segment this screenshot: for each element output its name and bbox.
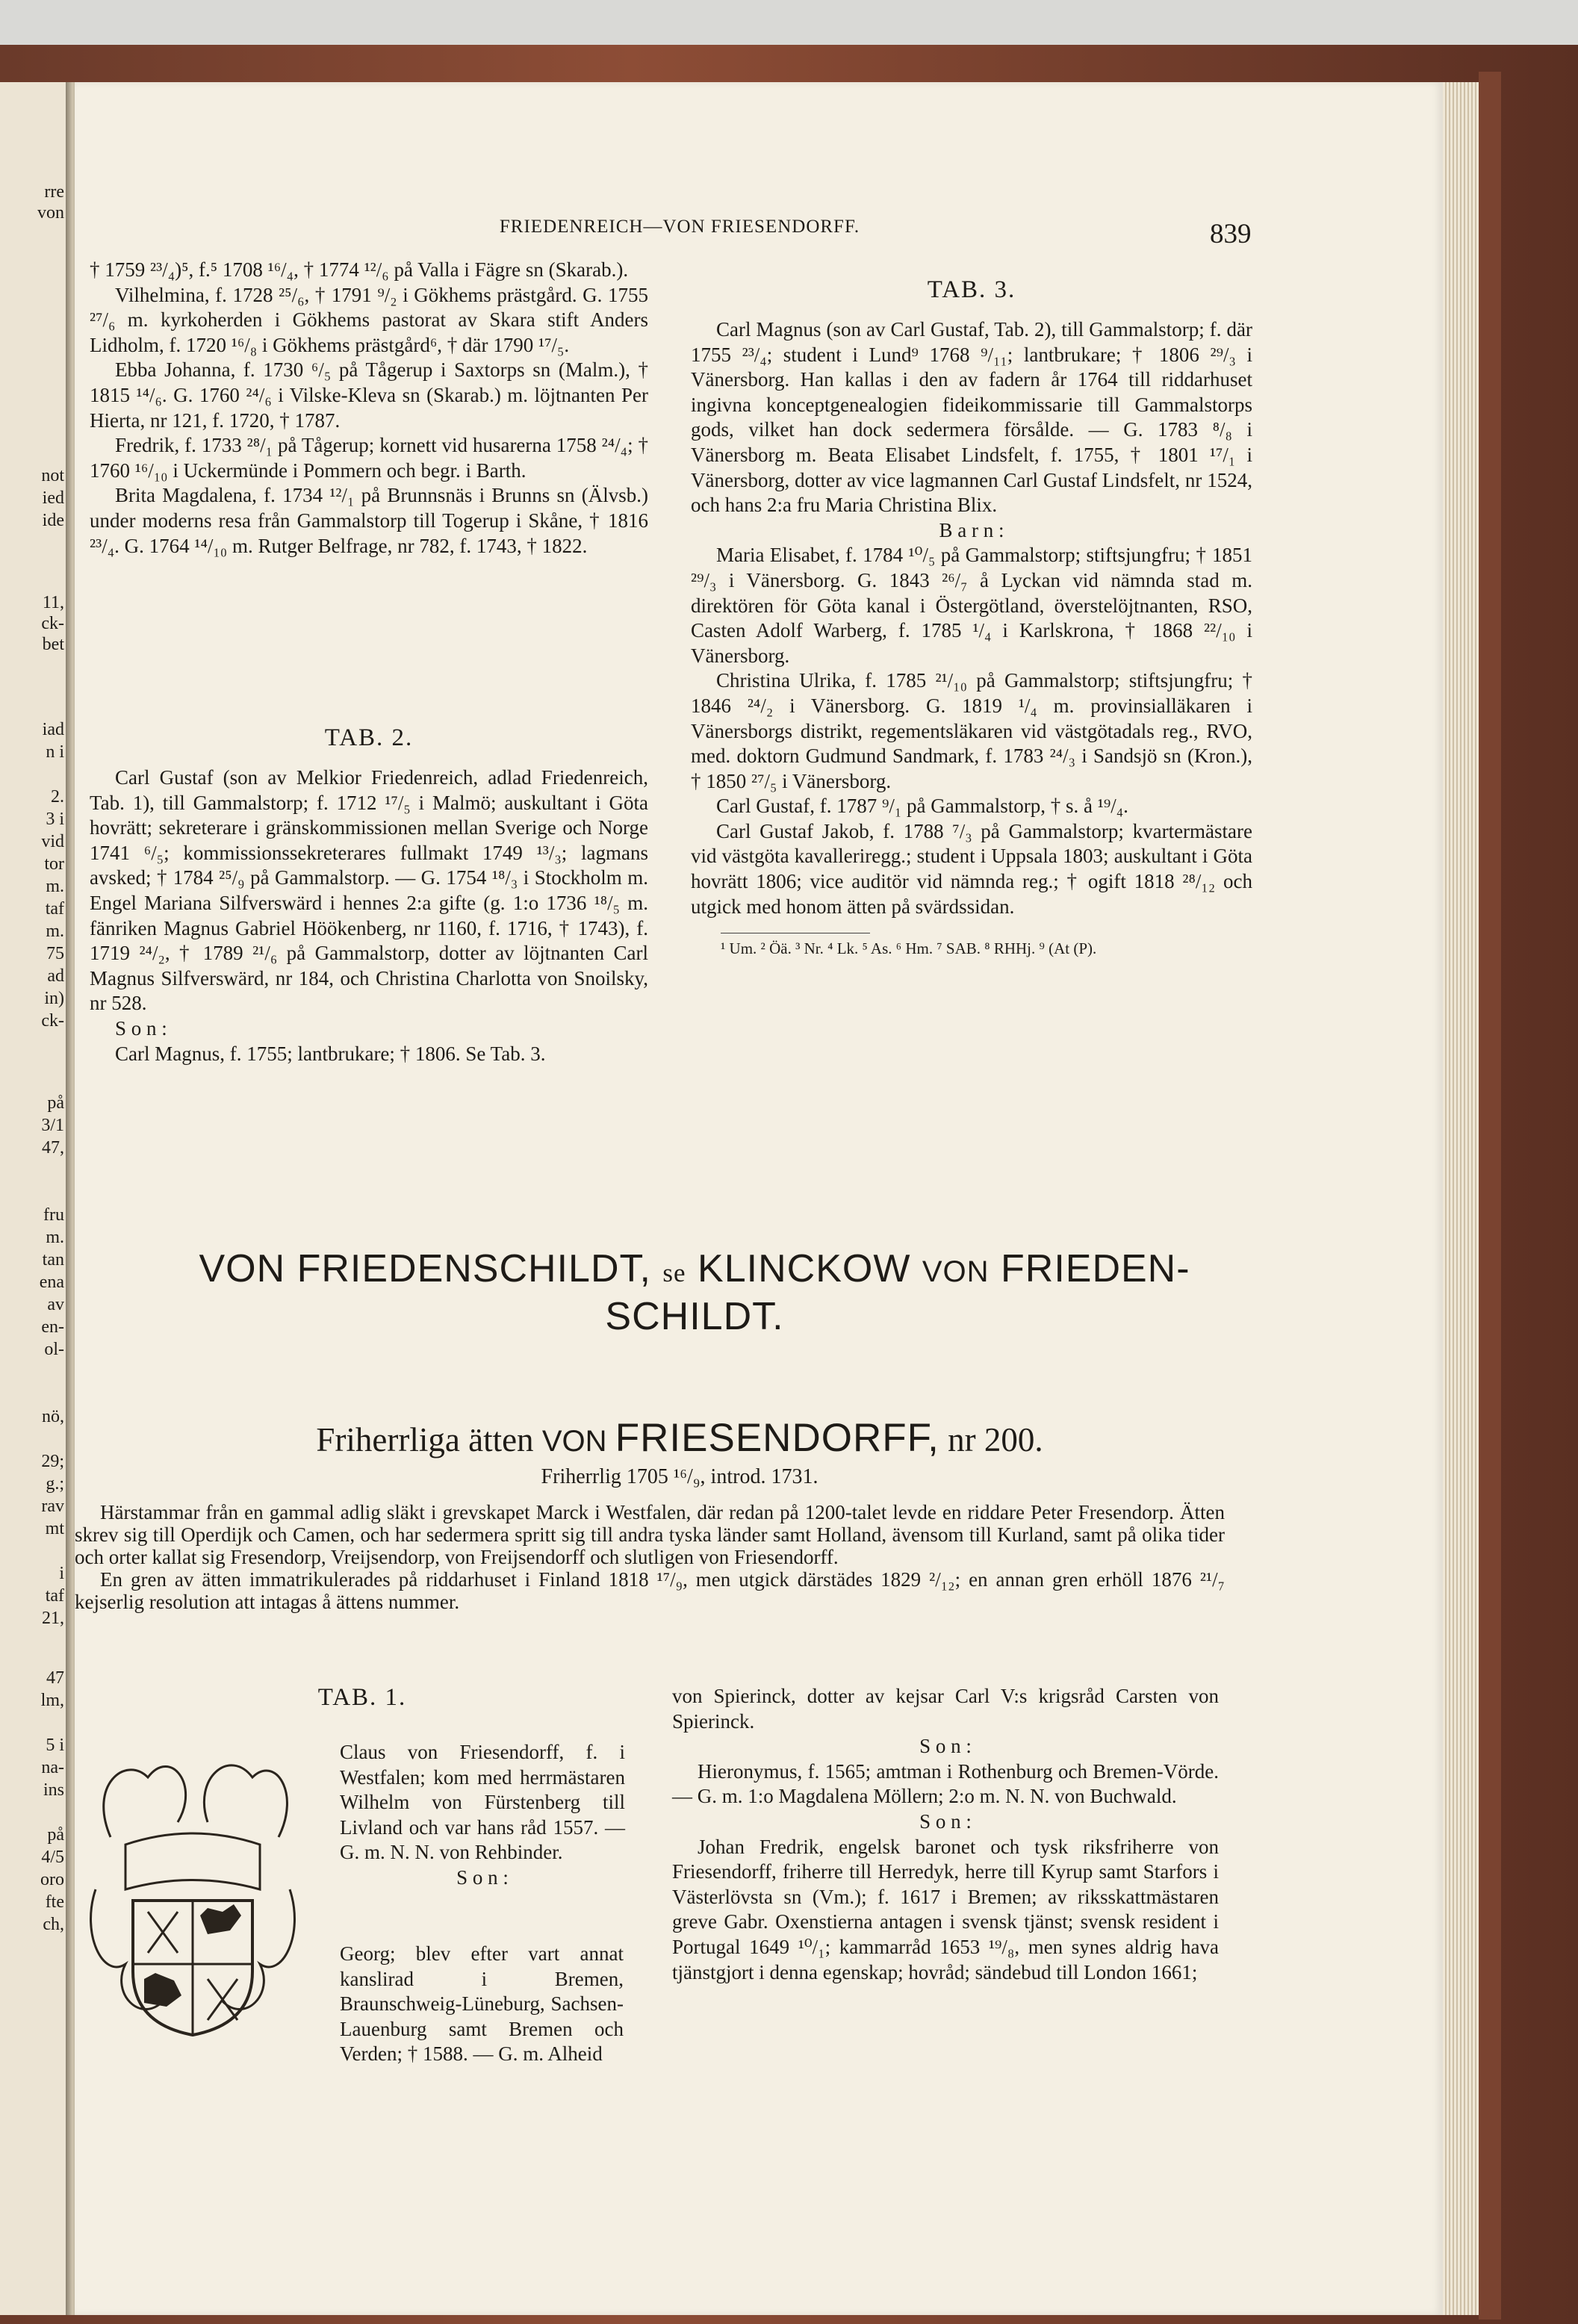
left-margin-fragment: på bbox=[47, 1825, 64, 1845]
child-entry: Maria Elisabet, f. 1784 ¹⁰/₅ på Gammalstorp; stiftsjungfru; † 1851 ²⁹/₃ i Vänersborg. G. 1843 ²⁶/₇ å Lyckan vid nämnda stad m. direktören för Göta kanal i Östergötland, överstelöjtnanten, RSO, Casten Adolf Warberg, f. 1785 ¹/₄ i Karlskrona, † 1868 ²²/₁₀ i Vänersborg. bbox=[691, 544, 1252, 667]
section-title-line2: SCHILDT. bbox=[605, 1295, 784, 1338]
left-margin-fragment: m. bbox=[46, 1228, 64, 1247]
cover-edge bbox=[1479, 72, 1501, 2320]
right-column-continued bbox=[672, 1684, 1219, 1985]
left-margin-fragment: ch, bbox=[43, 1915, 64, 1934]
left-margin-fragment: not bbox=[41, 466, 64, 485]
tab-2-son: Carl Magnus, f. 1755; lantbrukare; † 1806. Se Tab. 3. bbox=[115, 1042, 546, 1065]
left-margin-fragment: tor bbox=[44, 854, 64, 874]
left-margin-fragment: rav bbox=[41, 1497, 64, 1516]
child-entry: Carl Gustaf Jakob, f. 1788 ⁷/₃ på Gammalstorp; kvartermästare vid västgöta kavalleriregg.; student i Uppsala 1803; auskultant i Göta hovrätt 1806; vice auditör vid nämnda reg.; † ogift 1818 ²⁸/₁₂ och utgick med honom ätten på svärdssidan. bbox=[691, 819, 1252, 918]
left-margin-fragment: m. bbox=[46, 877, 64, 896]
left-margin-fragment: 5 i bbox=[46, 1736, 64, 1755]
left-margin-fragment: bet bbox=[42, 635, 64, 654]
paragraph: von Spierinck, dotter av kejsar Carl V:s krigsråd Carsten von Spierinck. bbox=[672, 1685, 1219, 1733]
left-margin-fragment: ck- bbox=[41, 1011, 64, 1031]
left-margin-fragment: på bbox=[47, 1093, 64, 1113]
left-margin-fragment: von bbox=[37, 203, 64, 223]
section-title bbox=[127, 1247, 1262, 1338]
left-margin-fragment: tan bbox=[42, 1250, 64, 1270]
section-title-von: VON bbox=[922, 1255, 990, 1288]
paragraph: Johan Fredrik, engelsk baronet och tysk riksfriherre von Friesendorff, friherre till Herredyk, herre till Kyrup samt Starfors i Västerlövsta sn (Vm.); f. 1617 i Bremen; av riksskattmästaren greve Gabr. Oxenstierna antagen i svensk tjänst; svensk resident i Portugal 1649 ¹⁰/₁; kammarråd 1653 ¹⁹/₈, men synes aldrig hava tjänstgjort i denna egenskap; hovråd; sändebud till London 1661; bbox=[672, 1835, 1219, 1983]
house-intro bbox=[75, 1501, 1225, 1613]
intro-paragraph: Härstammar från en gammal adlig släkt i grevskapet Marck i Westfalen, där redan på 1200-talet levde en riddare Peter Fresendorp. Ätten skrev sig till Operdijk och Camen, och har sedermera spritt sig till andra tyska länder samt Holland, ävensom till Kurland, samt på olika tider och orter kallat sig Fresendorp, Vreijsendorp, von Freijsendorff och slutligen von Friesendorff. bbox=[75, 1501, 1225, 1568]
tab-2-section bbox=[90, 724, 648, 1066]
plume-right bbox=[204, 1765, 287, 1837]
left-margin-fragment: 75 bbox=[46, 944, 64, 963]
left-margin-fragment: 47, bbox=[42, 1138, 64, 1158]
left-margin-fragment: vid bbox=[41, 832, 64, 851]
left-page-edge bbox=[0, 82, 69, 2315]
tab-3-heading: TAB. 3. bbox=[927, 276, 1016, 303]
paragraph: Vilhelmina, f. 1728 ²⁵/₆, † 1791 ⁹/₂ i Gökhems prästgård. G. 1755 ²⁷/₆ m. kyrkoherden i Gökhems pastorat av Skara stift Anders Lidholm, f. 1720 ¹⁶/₈ i Gökhems prästgård⁶, † där 1790 ¹⁷/₅. bbox=[90, 283, 648, 356]
tab-1-section bbox=[340, 1740, 625, 1891]
left-margin-fragment: ck- bbox=[41, 614, 64, 633]
left-margin-fragment: taf bbox=[45, 1586, 64, 1606]
house-subtitle: Friherrlig 1705 ¹⁶/₉, introd. 1731. bbox=[541, 1465, 818, 1488]
section-title-part: FRIEDEN- bbox=[1001, 1247, 1190, 1290]
running-head: FRIEDENREICH—VON FRIESENDORFF. bbox=[499, 217, 860, 237]
left-margin-fragment: ad bbox=[47, 966, 64, 986]
left-margin-fragment: fte bbox=[45, 1892, 64, 1912]
left-margin-fragment: ide bbox=[42, 511, 64, 530]
helmet-crest bbox=[125, 1833, 260, 1889]
left-margin-fragment: nö, bbox=[42, 1407, 64, 1426]
left-margin-fragment: 29; bbox=[41, 1452, 64, 1471]
left-margin-fragment: oro bbox=[40, 1870, 64, 1889]
section-title-se: se bbox=[662, 1258, 686, 1287]
paragraph: † 1759 ²³/₄)⁵, f.⁵ 1708 ¹⁶/₄, † 1774 ¹²/₆ på Valla i Fägre sn (Skarab.). bbox=[90, 258, 629, 281]
left-margin-fragment: ena bbox=[39, 1273, 64, 1292]
tab-1-son-wrap bbox=[67, 1942, 624, 2067]
left-margin-fragment: mt bbox=[45, 1519, 64, 1538]
son-label: S o n : bbox=[919, 1735, 972, 1758]
plume-left bbox=[104, 1766, 186, 1837]
page-edges bbox=[1443, 82, 1479, 2315]
tab-1-son-label: S o n : bbox=[456, 1865, 509, 1889]
tab-1-text: Claus von Friesendorff, f. i Westfalen; kom med herrmästaren Wilhelm von Fürstenberg till Livland och var hans råd 1557. — G. m. N. N. von Rehbinder. bbox=[340, 1741, 625, 1864]
tab-3-children-label: B a r n : bbox=[939, 518, 1004, 541]
left-column-continued bbox=[90, 258, 648, 559]
left-margin-fragment: iad bbox=[42, 720, 64, 739]
left-margin-fragment: g.; bbox=[46, 1474, 64, 1494]
left-margin-fragment: ol- bbox=[44, 1340, 64, 1359]
paragraph: Fredrik, f. 1733 ²⁸/₁ på Tågerup; kornett vid husarerna 1758 ²⁴/₄; † 1760 ¹⁶/₁₀ i Uckermünde i Pommern och begr. i Barth. bbox=[90, 434, 648, 482]
son-label: S o n : bbox=[919, 1809, 972, 1833]
house-title-nr: nr 200. bbox=[948, 1421, 1043, 1458]
paragraph: Brita Magdalena, f. 1734 ¹²/₁ på Brunnsnäs i Brunns sn (Älvsb.) under moderns resa från Gammalstorp till Togerup i Skåne, † 1816 ²³/₄. G. 1764 ¹⁴/₁₀ m. Rutger Belfrage, nr 782, f. 1743, † 1822. bbox=[90, 484, 648, 557]
lion-charge bbox=[200, 1904, 241, 1934]
left-margin-fragment: 21, bbox=[42, 1609, 64, 1628]
left-margin-fragment: i bbox=[59, 1564, 64, 1583]
page-number: 839 bbox=[1210, 219, 1252, 249]
section-title-part: VON FRIEDENSCHILDT, bbox=[199, 1247, 651, 1290]
left-margin-fragment: rre bbox=[44, 182, 64, 202]
left-margin-fragment: 11, bbox=[42, 593, 64, 612]
left-margin-fragment: ins bbox=[43, 1780, 64, 1800]
tab-3-section bbox=[691, 276, 1252, 959]
left-margin-fragment: ied bbox=[42, 488, 64, 508]
left-margin-fragment: 47 bbox=[46, 1668, 64, 1688]
left-margin-fragment: in) bbox=[44, 989, 64, 1008]
tab-1-son: Georg; blev efter vart annat kanslirad i Bremen, Braunschweig-Lüneburg, Sachsen-Lauenburg samt Bremen och Verden; † 1588. — G. m. Alheid bbox=[340, 1942, 624, 2066]
child-entry: Christina Ulrika, f. 1785 ²¹/₁₀ på Gammalstorp; stiftsjungfru; † 1846 ²⁴/₂ i Vänersborg. G. 1819 ¹/₄ m. provinsialläkaren i Vänersborgs distrikt, regementsläkaren vid västgötadals reg., RVO, med. doktorn Gudmund Sandmark, f. 1783 ²⁴/₃ i Sandsjö sn (Kron.), † 1850 ²⁷/₅ i Vänersborg. bbox=[691, 669, 1252, 792]
left-margin-fragment: 2. bbox=[51, 787, 64, 807]
tab-2-text: Carl Gustaf (son av Melkior Friedenreich, adlad Friedenreich, Tab. 1), till Gammalstorp; f. 1712 ¹⁷/₅ i Malmö; auskultant i Göta hovrätt; sekreterare i gränskommissionen mellan Sverige och Norge 1741 ⁶/₅; kommissionssekreterares fullmakt 1749 ¹³/₃; lagmans avsked; † 1784 ²⁵/₉ på Gammalstorp. — G. 1754 ¹⁸/₃ i Stockholm m. Engel Mariana Silfverswärd i hennes 2:a gifte (g. 1:o 1736 ¹⁸/₅ m. fänriken Magnus Gabriel Höökenberg, nr 1160, f. 1716, † 1743), f. 1719 ²⁴/₂, † 1789 ²¹/₆ på Gammalstorp, dotter av löjtnanten Carl Magnus Silfverswärd, nr 184, och Christina Charlotta von Snoilsky, nr 528. bbox=[90, 766, 648, 1015]
paragraph: Hieronymus, f. 1565; amtman i Rothenburg och Bremen-Vörde. — G. m. 1:o Magdalena Möllern; 2:o m. N. N. von Buchwald. bbox=[672, 1759, 1219, 1808]
section-title-part: KLINCKOW bbox=[698, 1247, 911, 1290]
left-margin-fragment: 4/5 bbox=[41, 1848, 64, 1867]
left-margin-fragment: m. bbox=[46, 922, 64, 941]
left-margin-fragment: lm, bbox=[40, 1691, 64, 1710]
paragraph: Ebba Johanna, f. 1730 ⁶/₅ på Tågerup i Saxtorps sn (Malm.), † 1815 ¹⁴/₆. G. 1760 ²⁴/₆ i Vilske-Kleva sn (Skarab.) m. löjtnanten Per Hierta, nr 121, f. 1720, † 1787. bbox=[90, 358, 648, 432]
left-margin-fragment: fru bbox=[43, 1205, 64, 1225]
intro-paragraph: En gren av ätten immatrikulerades på riddarhuset i Finland 1818 ¹⁷/₉, men utgick därstädes 1829 ²/₁₂; en annan gren erhöll 1876 ²¹/₇ kejserlig resolution att intagas å ättens nummer. bbox=[75, 1568, 1225, 1613]
house-title-prefix: Friherrliga ätten bbox=[316, 1421, 534, 1458]
tab-1-heading: TAB. 1. bbox=[317, 1684, 407, 1711]
left-margin-fragment: na- bbox=[41, 1758, 64, 1777]
house-title-von: VON bbox=[541, 1425, 607, 1458]
child-entry: Carl Gustaf, f. 1787 ⁹/₁ på Gammalstorp, † s. å ¹⁹/₄. bbox=[716, 795, 1128, 818]
footnotes: ¹ Um. ² Öä. ³ Nr. ⁴ Lk. ⁵ As. ⁶ Hm. ⁷ SAB. ⁸ RHHj. ⁹ (At (P). bbox=[721, 939, 1097, 958]
house-title bbox=[112, 1415, 1247, 1461]
tab-2-son-label: S o n : bbox=[115, 1016, 167, 1040]
left-margin-fragment: 3 i bbox=[46, 810, 64, 829]
tab-3-text: Carl Magnus (son av Carl Gustaf, Tab. 2), till Gammalstorp; f. där 1755 ²³/₄; student i Lund⁹ 1768 ⁹/₁₁; lantbrukare; † 1806 ²⁹/₃ i Vänersborg. Han kallas i den av fadern år 1764 till riddarhuset ingivna konceptgenealogien fideikommissarie till Gammalstorps gods, vilket han dock sedermera försålde. — G. 1783 ⁸/₈ i Vänersborg m. Beata Elisabet Lindsfelt, f. 1755, † 1801 ¹⁷/₁ i Vänersborg, dotter av vice lagmannen Carl Gustaf Lindsfelt, nr 1524, och hans 2:a fru Maria Christina Blix. bbox=[691, 318, 1252, 517]
house-title-name: FRIESENDORFF, bbox=[615, 1416, 939, 1460]
tab-2-heading: TAB. 2. bbox=[324, 724, 414, 751]
left-margin-fragment: taf bbox=[45, 899, 64, 919]
left-margin-fragment: en- bbox=[41, 1317, 64, 1337]
left-margin-fragment: n i bbox=[46, 742, 64, 762]
left-margin-fragment: av bbox=[47, 1295, 64, 1314]
left-margin-fragment: 3/1 bbox=[41, 1116, 64, 1135]
tab-1-heading-wrap bbox=[295, 1684, 429, 1712]
